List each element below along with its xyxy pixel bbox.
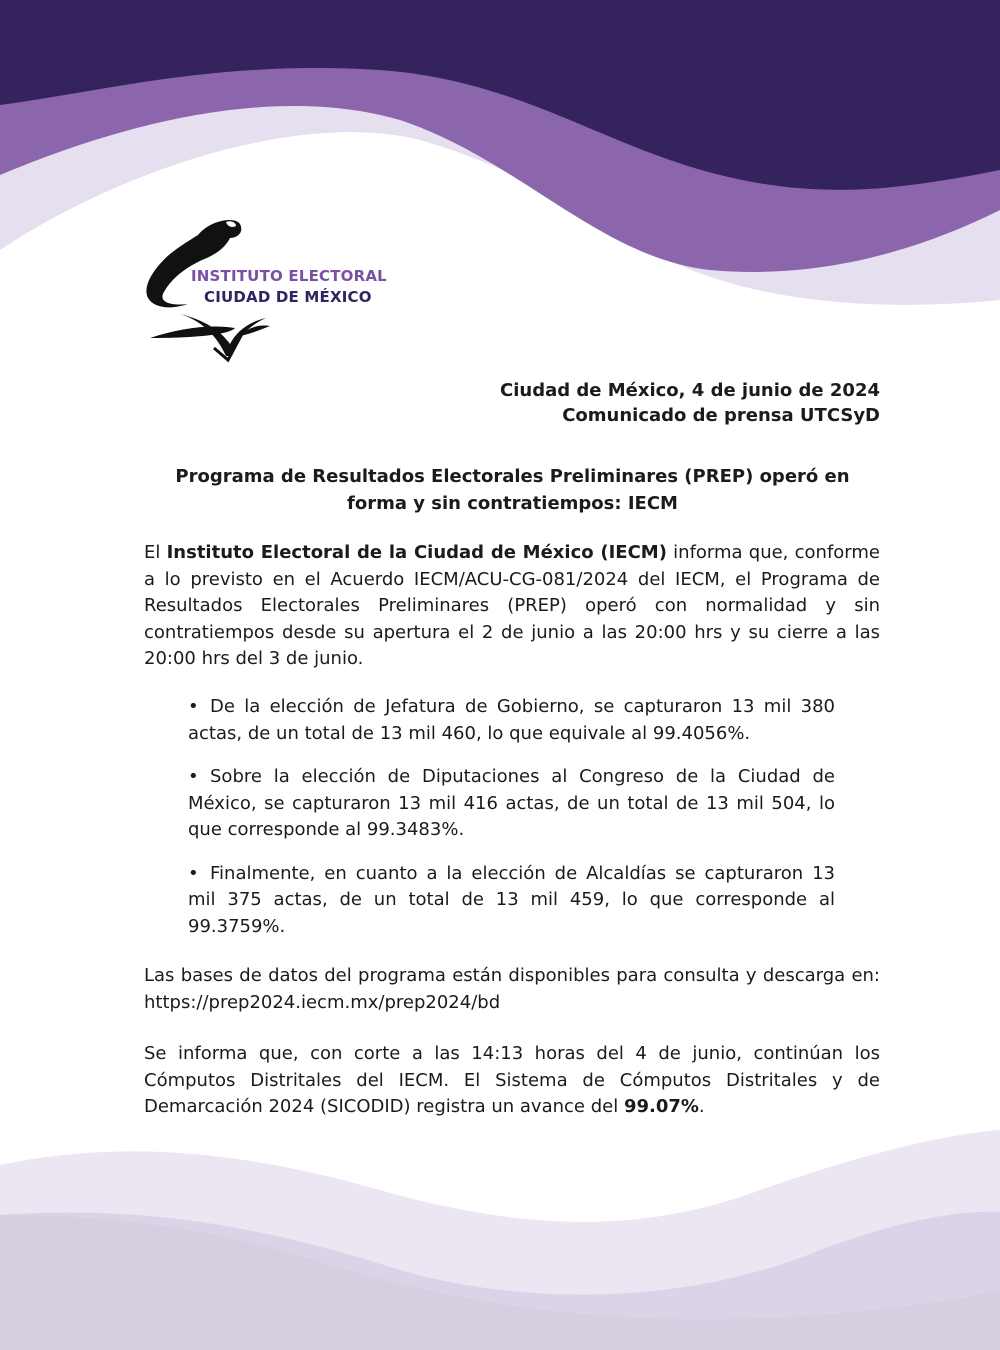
bullet-text: De la elección de Jefatura de Gobierno, se capturaron 13 mil 380 actas, de un total de 13 mil 460, lo que equivale al 99.4056%. <box>188 696 835 744</box>
bullet-marker: • <box>188 766 199 787</box>
bullet-marker: • <box>188 696 199 717</box>
release-label: Comunicado de prensa UTCSyD <box>562 405 880 426</box>
list-item <box>188 694 835 747</box>
list-item <box>188 861 835 941</box>
databases-paragraph: Las bases de datos del programa están disponibles para consulta y descarga en: https://prep2024.iecm.mx/prep2024/bd <box>144 965 880 1013</box>
list-item <box>188 764 835 844</box>
intro-org: Instituto Electoral de la Ciudad de México (IECM) <box>166 542 667 563</box>
computos-paragraph <box>144 1041 880 1121</box>
intro-rest: informa que, conforme a lo previsto en el Acuerdo IECM/ACU-CG-081/2024 del IECM, el Programa de Resultados Electorales Preliminares (PREP) operó con normalidad y sin contratiempos desde su apertura el 2 de junio a las 20:00 hrs y su cierre a las 20:00 hrs del 3 de junio. <box>144 542 880 669</box>
place-date: Ciudad de México, 4 de junio de 2024 <box>500 380 880 401</box>
logo-line-1: INSTITUTO ELECTORAL <box>191 267 387 285</box>
results-list <box>188 694 835 957</box>
logo-line-2: CIUDAD DE MÉXICO <box>204 288 372 306</box>
bullet-marker: • <box>188 862 199 884</box>
dateline <box>500 378 880 428</box>
computos-text: Se informa que, con corte a las 14:13 horas del 4 de junio, continúan los Cómputos Distritales del IECM. El Sistema de Cómputos Distritales y de Demarcación 2024 (SICODID) registra un avance del <box>144 1043 880 1117</box>
computos-percent: 99.07% <box>623 1096 699 1117</box>
bullet-text: Finalmente, en cuanto a la elección de Alcaldías se capturaron 13 mil 375 actas, de un total de 13 mil 459, lo que corresponde al 99.3759%. <box>188 862 835 937</box>
headline: Programa de Resultados Electorales Preliminares (PREP) operó en forma y sin contratiempos: IECM <box>175 466 850 514</box>
intro-paragraph <box>144 540 880 673</box>
bullet-text: Sobre la elección de Diputaciones al Congreso de la Ciudad de México, se capturaron 13 mil 416 actas, de un total de 13 mil 504, lo que corresponde al 99.3483%. <box>188 766 835 840</box>
intro-lead: El <box>144 542 167 563</box>
computos-end: . <box>698 1096 705 1117</box>
